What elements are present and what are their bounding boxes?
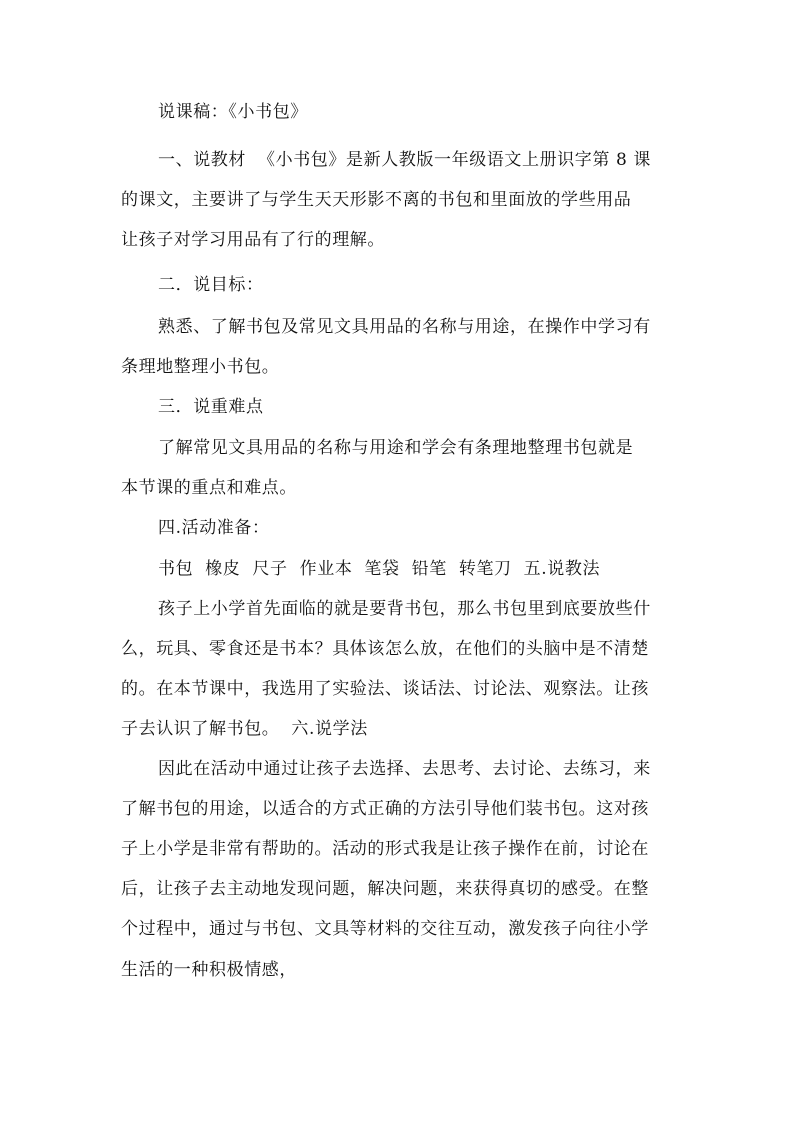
paragraph-line: 因此在活动中通过让孩子去选择、去思考、去讨论、去练习，来	[158, 759, 651, 779]
paragraph-line: 子上小学是非常有帮助的。活动的形式我是让孩子操作在前，讨论在	[121, 839, 649, 859]
paragraph-line: 后，让孩子去主动地发现问题，解决问题，来获得真切的感受。在整	[121, 879, 649, 899]
paragraph-line: 熟悉、了解书包及常见文具用品的名称与用途，在操作中学习有	[158, 317, 651, 337]
paragraph-line: 了解书包的用途，以适合的方式正确的方法引导他们装书包。这对孩	[121, 799, 649, 819]
paragraph-line: 个过程中，通过与书包、文具等材料的交往互动，激发孩子向往小学	[121, 919, 649, 939]
paragraph-line: 了解常见文具用品的名称与用途和学会有条理地整理书包就是	[158, 438, 634, 458]
paragraph-line: 的课文，主要讲了与学生天天形影不离的书包和里面放的学些用品	[121, 190, 632, 210]
paragraph-line: 么，玩具、零食还是书本？具体该怎么放，在他们的头脑中是不清楚	[121, 639, 649, 659]
section-heading: 三．说重难点	[158, 397, 264, 417]
paragraph-line: 孩子上小学首先面临的就是要背书包，那么书包里到底要放些什	[158, 599, 651, 619]
paragraph-line: 本节课的重点和难点。	[121, 478, 297, 498]
paragraph-line: 生活的一种积极情感，	[121, 960, 297, 980]
section-heading: 二．说目标：	[158, 275, 264, 295]
paragraph-line: 书包 橡皮 尺子 作业本 笔袋 铅笔 转笔刀 五.说教法	[158, 559, 601, 579]
paragraph-line: 条理地整理小书包。	[121, 357, 280, 377]
paragraph-line: 的。在本节课中，我选用了实验法、谈话法、讨论法、观察法。让孩	[121, 679, 649, 699]
document-title: 说课稿：《小书包》	[158, 102, 308, 122]
paragraph-line: 一、说教材 《小书包》是新人教版一年级语文上册识字第 8 课	[158, 150, 652, 170]
section-heading: 四.活动准备：	[158, 518, 270, 538]
paragraph-line: 子去认识了解书包。 六.说学法	[121, 719, 368, 739]
paragraph-line: 让孩子对学习用品有了行的理解。	[121, 230, 385, 250]
